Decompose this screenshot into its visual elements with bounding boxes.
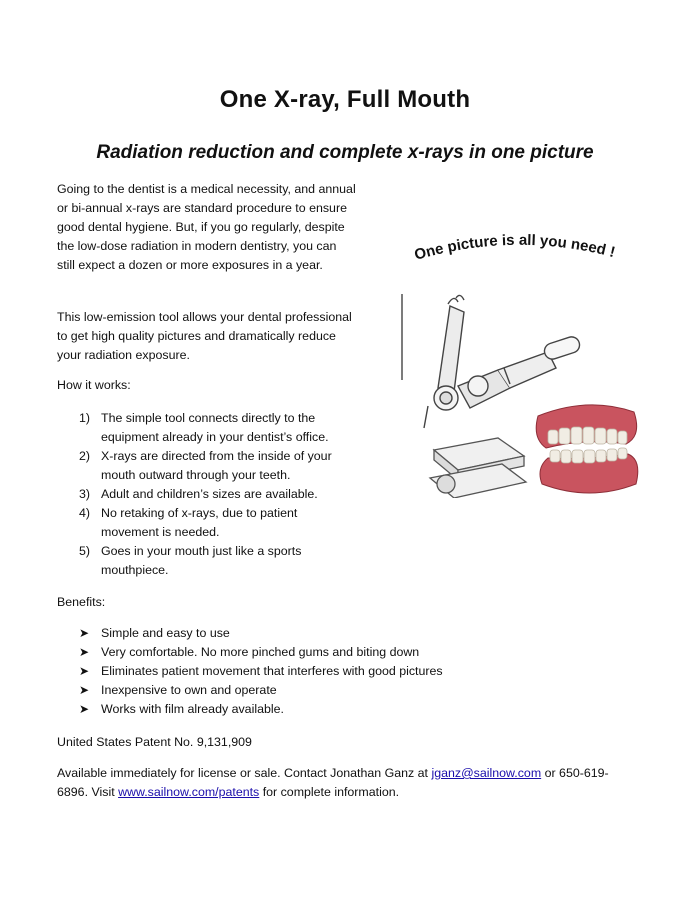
low-emission-paragraph: This low-emission tool allows your dental professional to get high quality pictures and dramatically reduce your radiation exposure. bbox=[57, 310, 352, 362]
step-text: The simple tool connects directly to the equipment already in your dentist’s office. bbox=[101, 411, 329, 444]
intro-paragraph: Going to the dentist is a medical necessity, and annual or bi-annual x-rays are standard procedure to ensure good dental hygiene. But, if you go regularly, despite the low-dose radiation in modern dentistry, you can still expect a dozen or more exposures in a year. bbox=[57, 182, 356, 272]
step-number: 1) bbox=[79, 411, 91, 425]
xray-arm-icon bbox=[402, 294, 582, 428]
email-link[interactable]: jganz@sailnow.com bbox=[431, 766, 542, 780]
contact-prefix: Available immediately for license or sale. Contact Jonathan Ganz at bbox=[57, 766, 432, 780]
benefits-label: Benefits: bbox=[57, 595, 106, 609]
step-text: No retaking of x-rays, due to patient movement is needed. bbox=[101, 506, 298, 539]
step-number: 4) bbox=[79, 506, 91, 520]
patent-number: United States Patent No. 9,131,909 bbox=[57, 735, 252, 749]
mouthpiece-icon bbox=[430, 438, 526, 498]
list-item bbox=[57, 409, 357, 447]
contact-middle: or 650-619-6896. Visit bbox=[57, 766, 609, 799]
list-item bbox=[57, 624, 657, 643]
arrow-bullet-icon: ➤ bbox=[79, 683, 90, 697]
benefit-text: Works with film already available. bbox=[101, 702, 284, 716]
benefit-text: Inexpensive to own and operate bbox=[101, 683, 277, 697]
device-illustration bbox=[398, 288, 648, 498]
list-item bbox=[57, 542, 357, 580]
arrow-bullet-icon: ➤ bbox=[79, 702, 90, 716]
benefit-text: Eliminates patient movement that interferes with good pictures bbox=[101, 664, 443, 678]
teeth-model-icon bbox=[536, 405, 638, 493]
tagline-curved-text bbox=[412, 232, 652, 282]
arrow-bullet-icon: ➤ bbox=[79, 664, 90, 678]
list-item bbox=[57, 662, 657, 681]
benefit-text: Simple and easy to use bbox=[101, 626, 230, 640]
step-number: 5) bbox=[79, 544, 91, 558]
list-item bbox=[57, 504, 357, 542]
steps-list bbox=[57, 409, 357, 580]
page-title: One X-ray, Full Mouth bbox=[219, 86, 471, 113]
list-item bbox=[57, 681, 657, 700]
list-item bbox=[57, 485, 357, 504]
list-item bbox=[57, 447, 357, 485]
step-text: X-rays are directed from the inside of your mouth outward through your teeth. bbox=[101, 449, 332, 482]
arrow-bullet-icon: ➤ bbox=[79, 645, 90, 659]
benefits-list bbox=[57, 624, 657, 719]
arrow-bullet-icon: ➤ bbox=[79, 626, 90, 640]
svg-text:One picture is all you need ! bbox=[413, 232, 617, 264]
how-it-works-label: How it works: bbox=[57, 378, 131, 392]
list-item bbox=[57, 700, 657, 719]
benefit-text: Very comfortable. No more pinched gums and biting down bbox=[101, 645, 420, 659]
tagline-text: One picture is all you need ! bbox=[412, 232, 617, 264]
contact-suffix: for complete information. bbox=[259, 785, 400, 799]
list-item bbox=[57, 643, 657, 662]
step-number: 3) bbox=[79, 487, 91, 501]
page-subtitle: Radiation reduction and complete x-rays in one picture bbox=[96, 142, 594, 163]
step-text: Goes in your mouth just like a sports mouthpiece. bbox=[101, 544, 302, 577]
step-number: 2) bbox=[79, 449, 91, 463]
step-text: Adult and children’s sizes are available. bbox=[101, 487, 318, 501]
contact-paragraph bbox=[57, 764, 627, 802]
patents-website-link[interactable]: www.sailnow.com/patents bbox=[118, 785, 260, 799]
